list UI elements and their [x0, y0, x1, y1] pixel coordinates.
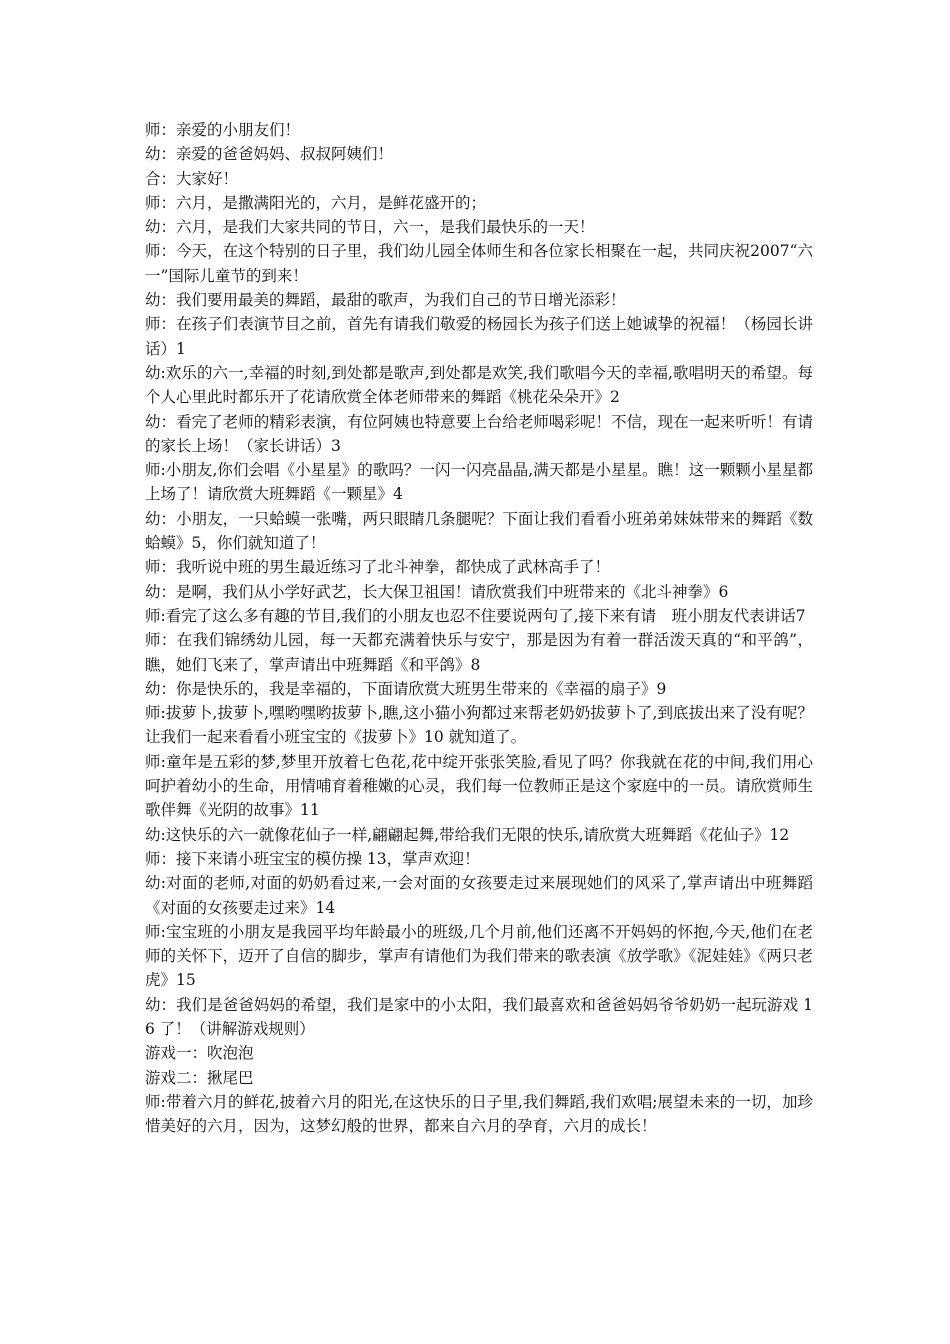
paragraph: 游戏一：吹泡泡	[145, 1044, 254, 1063]
paragraph: 幼:欢乐的六一,幸福的时刻,到处都是歌声,到处都是欢笑,我们歌唱今天的幸福,歌唱明天的希望。每个人心里此时都乐开了花请欣赏全体老师带来的舞蹈《桃花朵朵开》2	[145, 363, 813, 407]
paragraph: 师：亲爱的小朋友们！	[145, 121, 301, 139]
paragraph: 幼：看完了老师的精彩表演，有位阿姨也特意要上台给老师喝彩呢！不信，现在一起来听听！有请 的家长上场！（家长讲话）3	[145, 412, 834, 455]
paragraph: 幼：小朋友，一只蛤蟆一张嘴，两只眼睛几条腿呢？下面让我们看看小班弟弟妹妹带来的舞蹈《数蛤蟆》5，你们就知道了！	[145, 509, 813, 553]
paragraph: 师：六月，是撒满阳光的，六月，是鲜花盛开的；	[145, 193, 487, 212]
paragraph: 幼：我们要用最美的舞蹈，最甜的歌声，为我们自己的节日增光添彩！	[145, 291, 626, 310]
paragraph: 幼：六月，是我们大家共同的节日，六一，是我们最快乐的一天！	[145, 218, 595, 237]
paragraph: 游戏二：揪尾巴	[145, 1068, 254, 1087]
paragraph: 幼：亲爱的爸爸妈妈、叔叔阿姨们！	[145, 145, 394, 164]
paragraph: 师：在孩子们表演节目之前，首先有请我们敬爱的杨园长为孩子们送上她诚挚的祝福！（杨园长讲话）1	[145, 315, 813, 358]
paragraph: 幼：是啊，我们从小学好武艺，长大保卫祖国！请欣赏我们中班带来的《北斗神拳》6	[145, 582, 729, 601]
paragraph: 合：大家好！	[145, 169, 239, 188]
paragraph: 师:童年是五彩的梦,梦里开放着七色花,花中绽开张张笑脸,看见了吗？你我就在花的中间,我们用心呵护着幼小的生命，用情哺育着稚嫩的心灵，我们每一位教师正是这个家庭中的一员。请欣赏师生歌伴舞《光阴的故事》11	[145, 752, 813, 820]
paragraph: 幼：你是快乐的，我是幸福的，下面请欣赏大班男生带来的《幸福的扇子》9	[145, 679, 667, 698]
paragraph: 师：我听说中班的男生最近练习了北斗神拳，都快成了武林高手了！	[145, 558, 611, 577]
paragraph: 师:带着六月的鲜花,披着六月的阳光,在这快乐的日子里,我们舞蹈,我们欢唱;展望未来的一切，加珍惜美好的六月，因为，这梦幻般的世界，都来自六月的孕育，六月的成长！	[145, 1092, 813, 1136]
paragraph: 幼：我们是爸爸妈妈的希望，我们是家中的小太阳，我们最喜欢和爸爸妈妈爷爷奶奶一起玩游戏 16 了！（讲解游戏规则）	[145, 995, 813, 1038]
paragraph: 师：今天，在这个特别的日子里，我们幼儿园全体师生和各位家长相聚在一起，共同庆祝2007“六一”国际儿童节的到来！	[145, 242, 813, 285]
paragraph: 师：接下来请小班宝宝的模仿操 13，掌声欢迎！	[145, 849, 480, 868]
paragraph: 师:宝宝班的小朋友是我园平均年龄最小的班级,几个月前,他们还离不开妈妈的怀抱,今天,他们在老师的关怀下，迈开了自信的脚步，掌声有请他们为我们带来的歌表演《放学歌》《泥娃娃》《两只老虎》15	[145, 922, 813, 990]
paragraph: 幼:这快乐的六一就像花仙子一样,翩翩起舞,带给我们无限的快乐,请欣赏大班舞蹈《花仙子》12	[145, 825, 790, 844]
paragraph: 师:小朋友,你们会唱《小星星》的歌吗？一闪一闪亮晶晶,满天都是小星星。瞧！这一颗颗小星星都上场了！请欣赏大班舞蹈《一颗星》4	[145, 461, 813, 504]
paragraph: 幼:对面的老师,对面的奶奶看过来,一会对面的女孩要走过来展现她们的风采了,掌声请出中班舞蹈《对面的女孩要走过来》14	[145, 874, 813, 917]
document-body	[145, 118, 834, 1138]
paragraph: 师:拔萝卜,拔萝卜,嘿哟嘿哟拔萝卜,瞧,这小猫小狗都过来帮老奶奶拔萝卜了,到底拔出来了没有呢？让我们一起来看看小班宝宝的《拔萝卜》10 就知道了。	[145, 704, 813, 747]
paragraph: 师:看完了这么多有趣的节目,我们的小朋友也忍不住要说两句了,接下来有请 班小朋友代表讲话7	[145, 606, 806, 625]
paragraph: 师：在我们锦绣幼儿园，每一天都充满着快乐与安宁，那是因为有着一群活泼天真的“和平鸽”，瞧，她们飞来了，掌声请出中班舞蹈《和平鸽》8	[145, 631, 813, 674]
